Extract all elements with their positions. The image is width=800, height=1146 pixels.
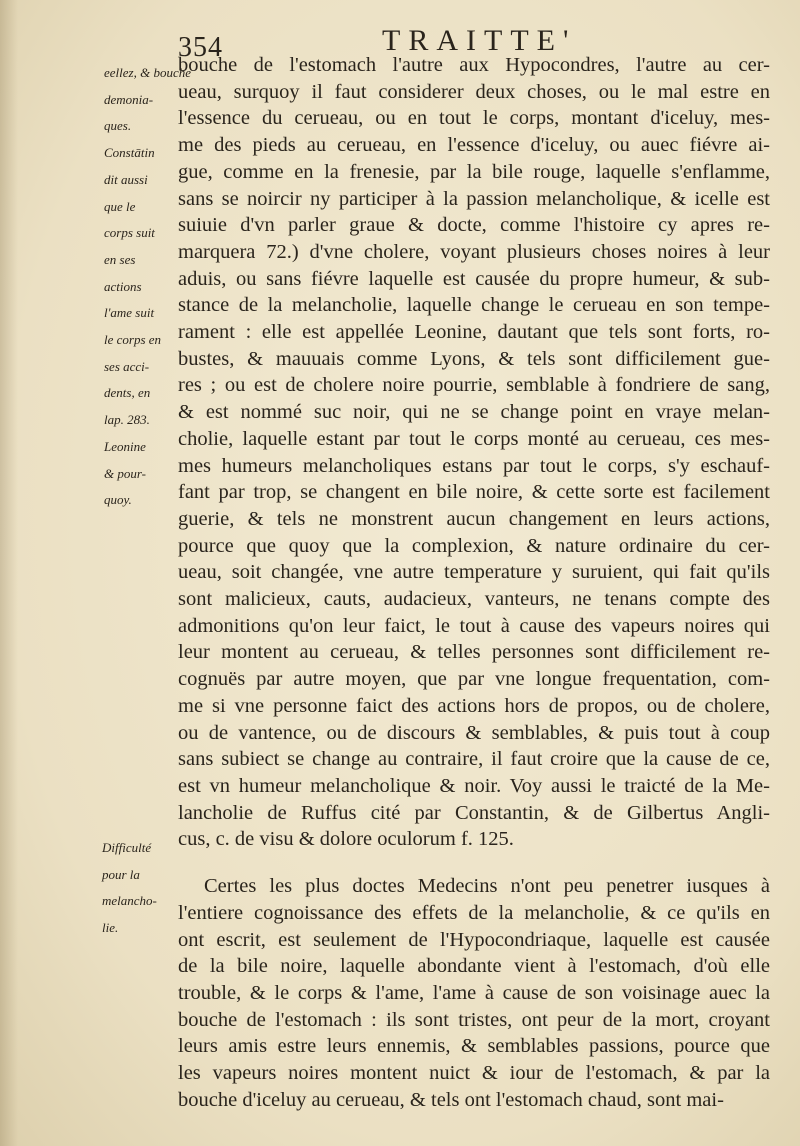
margin-note: en ses xyxy=(104,251,136,267)
text-line: ueau, soit changée, vne autre temperature y suruient, qui fait qu'ils xyxy=(178,561,770,584)
text-line: leur montent au cerueau, & telles personnes sont difficilement re- xyxy=(178,641,770,664)
margin-note: corps suit xyxy=(104,225,155,241)
text-line: sont malicieux, cauts, audacieux, vanteurs, ne tenans compte des xyxy=(178,588,770,611)
text-line: fant par trop, se changent en bile noire, & cette sorte est facilement xyxy=(178,481,770,504)
margin-note: Leonine xyxy=(104,438,146,454)
margin-note: l'ame suit xyxy=(104,305,155,321)
text-line: marquera 72.) d'vne cholere, voyant plusieurs choses noires à leur xyxy=(178,240,770,263)
running-title: TRAITTE' xyxy=(382,24,577,57)
text-line: aduis, ou sans fiévre laquelle est causée du propre humeur, & sub- xyxy=(178,267,770,290)
margin-note: lap. 283. xyxy=(104,412,150,428)
text-line: cognuës par autre moyen, que par vne longue frequentation, com- xyxy=(178,668,770,691)
text-line: trouble, & le corps & l'ame, l'ame à cause de son voisinage auec la xyxy=(178,981,770,1004)
text-line: sans se noircir ny participer à la passion melancholique, & icelle est xyxy=(178,187,770,210)
text-line: me des pieds au cerueau, en l'essence d'iceluy, ou auec fiévre ai- xyxy=(178,134,770,157)
margin-note: eellez, & bouche xyxy=(104,65,191,80)
text-line: mes humeurs melancholiques estans par tout le corps, s'y eschauf- xyxy=(178,454,770,477)
text-line: lancholie de Ruffus cité par Constantin, & de Gilbertus Angli- xyxy=(178,801,770,824)
margin-note: dents, en xyxy=(104,385,151,401)
text-line: me si vne personne faict des actions hors de propos, ou de cholere, xyxy=(178,694,770,717)
text-line: cholie, laquelle estant par tout le corps monté au cerueau, ces mes- xyxy=(178,427,770,450)
page-number: 354 xyxy=(178,32,223,63)
margin-note: & pour- xyxy=(104,465,146,481)
text-line: sans subiect se change au contraire, il faut croire que la cause de ce, xyxy=(178,748,770,771)
margin-note: le corps en xyxy=(104,332,162,348)
text-line: ont escrit, est seulement de l'Hypocondriaque, laquelle est causée xyxy=(178,928,770,951)
text-line: bustes, & mauuais comme Lyons, & tels sont difficilement gue- xyxy=(178,347,770,370)
text-line: ueau, surquoy il faut considerer deux choses, ou le mal estre en xyxy=(178,80,770,103)
main-text xyxy=(178,52,770,1113)
text-line: bouche d'iceluy au cerueau, & tels ont l'estomach chaud, sont mai- xyxy=(178,1088,724,1111)
margin-note: quoy. xyxy=(104,492,132,508)
text-line: Certes les plus doctes Medecins n'ont peu penetrer iusques à xyxy=(204,875,770,898)
text-line: pource que quoy que la complexion, & nature ordinaire du cer- xyxy=(178,534,770,557)
margin-note: Difficulté xyxy=(102,840,152,855)
text-line: admonitions qu'on leur faict, le tout à cause des vapeurs noires qui xyxy=(178,614,770,637)
gutter-shadow xyxy=(0,0,18,1146)
text-line: bouche de l'estomach : ils sont tristes, ont peur de la mort, croyant xyxy=(178,1008,770,1031)
margin-note: Constātin xyxy=(104,145,155,161)
margin-note: que le xyxy=(104,198,136,214)
text-line: & est nommé suc noir, qui ne se change point en vraye melan- xyxy=(178,401,770,424)
text-line: cus, c. de visu & dolore oculorum f. 125. xyxy=(178,828,514,851)
margin-note: ses acci- xyxy=(104,358,150,374)
text-line: bouche de l'estomach l'autre aux Hypocondres, l'autre au cer- xyxy=(178,54,770,76)
margin-note: pour la xyxy=(102,866,140,882)
text-line: les vapeurs noires montent nuict & iour de l'estomach, & par la xyxy=(178,1062,770,1085)
text-line: suiuie d'vn parler graue & docte, comme l'histoire cy apres re- xyxy=(178,214,770,237)
text-line: rament : elle est appellée Leonine, dautant que tels sont forts, ro- xyxy=(178,321,770,344)
margin-note: dit aussi xyxy=(104,171,148,187)
text-line: ou de vantence, ou de discours & semblables, & puis tout à coup xyxy=(178,721,770,744)
paragraph-2 xyxy=(178,873,770,1113)
paragraph-1 xyxy=(178,52,770,853)
margin-note: ques. xyxy=(104,118,132,134)
text-line: guerie, & tels ne monstrent aucun changement en leurs actions, xyxy=(178,507,770,530)
margin-notes-top xyxy=(104,60,191,514)
text-line: est vn humeur melancholique & noir. Voy aussi le traicté de la Me- xyxy=(178,774,770,797)
text-line: l'entiere cognoissance des effets de la melancholie, & ce qu'ils en xyxy=(178,901,770,924)
paragraph-gap xyxy=(178,853,770,873)
margin-note: demonia- xyxy=(104,91,154,107)
text-line: leurs amis estre leurs ennemis, & semblables passions, pource que xyxy=(178,1035,770,1058)
margin-note: actions xyxy=(104,278,142,294)
text-line: gue, comme en la frenesie, par la bile rouge, laquelle s'enflamme, xyxy=(178,160,770,183)
text-line: stance de la melancholie, laquelle change le cerueau en son tempe- xyxy=(178,294,770,317)
margin-note: melancho- xyxy=(102,893,157,909)
text-line: l'essence du cerueau, ou en tout le corps, montant d'iceluy, mes- xyxy=(178,107,770,130)
margin-notes-bottom xyxy=(102,835,182,942)
text-line: res ; ou est de cholere noire pourrie, semblable à fondriere de sang, xyxy=(178,374,770,397)
margin-note: lie. xyxy=(102,920,119,936)
text-line: de la bile noire, laquelle abondante vient à l'estomach, d'où elle xyxy=(178,955,770,978)
